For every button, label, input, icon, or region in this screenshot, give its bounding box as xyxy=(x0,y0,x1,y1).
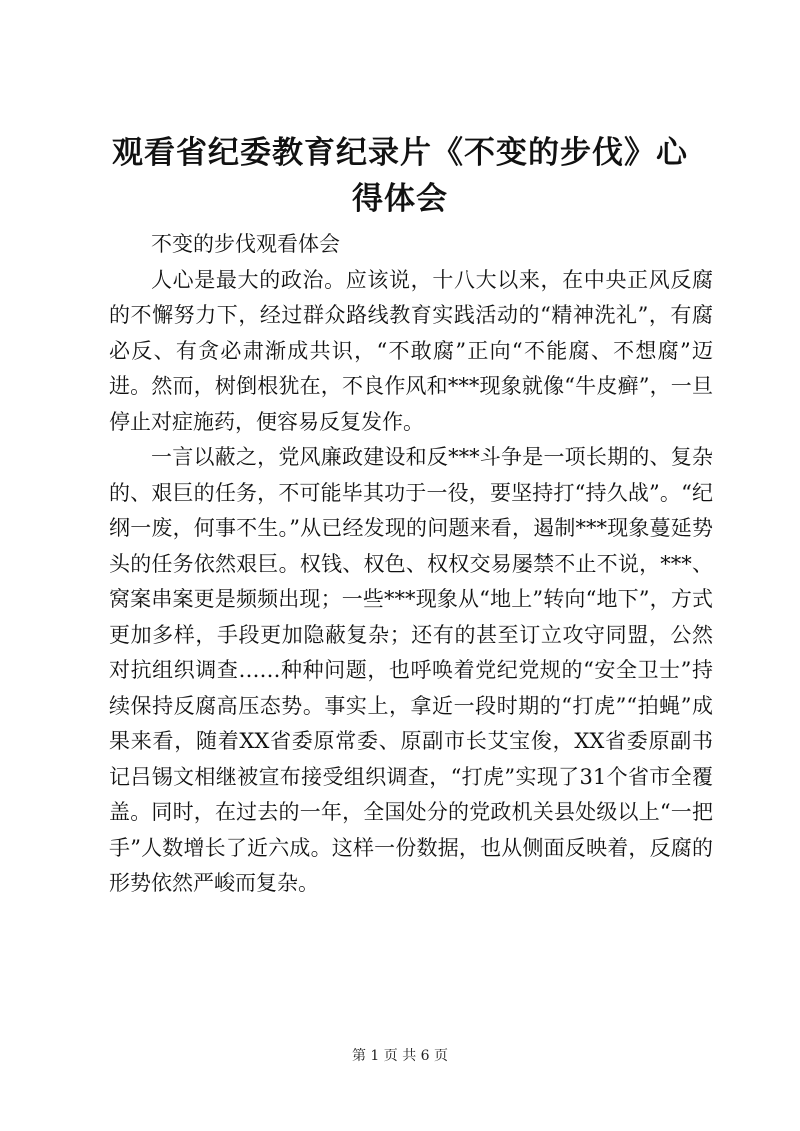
paragraph: 人心是最大的政治。应该说，十八大以来，在中央正风反腐的不懈努力下，经过群众路线教育实践活动的“精神洗礼”，有腐必反、有贪必肃渐成共识，“不敢腐”正向“不能腐、不想腐”迈进。然而，树倒根犹在，不良作风和***现象就像“牛皮癣”，一旦停止对症施药，便容易反复发作。 xyxy=(109,267,713,434)
document-body xyxy=(109,227,713,902)
document-title: 观看省纪委教育纪录片《不变的步伐》心得体会 xyxy=(112,135,688,217)
paragraph: 一言以蔽之，党风廉政建设和反***斗争是一项长期的、复杂的、艰巨的任务，不可能毕其功于一役，要坚持打“持久战”。“纪纲一废，何事不生。”从已经发现的问题来看，遏制***现象蔓延势头的任务依然艰巨。权钱、权色、权权交易屡禁不止不说，***、窝案串案更是频频出现；一些***现象从“地上”转向“地下”，方式更加多样，手段更加隐蔽复杂；还有的甚至订立攻守同盟，公然对抗组织调查……种种问题，也呼唤着党纪党规的“安全卫士”持续保持反腐高压态势。事实上，拿近一段时期的“打虎”“拍蝇”成果来看，随着XX省委原常委、原副市长艾宝俊，XX省委原副书记吕锡文相继被宣布接受组织调查，“打虎”实现了31个省市全覆盖。同时，在过去的一年，全国处分的党政机关县处级以上“一把手”人数增长了近六成。这样一份数据，也从侧面反映着，反腐的形势依然严峻而复杂。 xyxy=(109,445,713,895)
paragraph-subtitle: 不变的步伐观看体会 xyxy=(151,232,340,256)
page-number-footer: 第 1 页 共 6 页 xyxy=(351,1048,449,1064)
